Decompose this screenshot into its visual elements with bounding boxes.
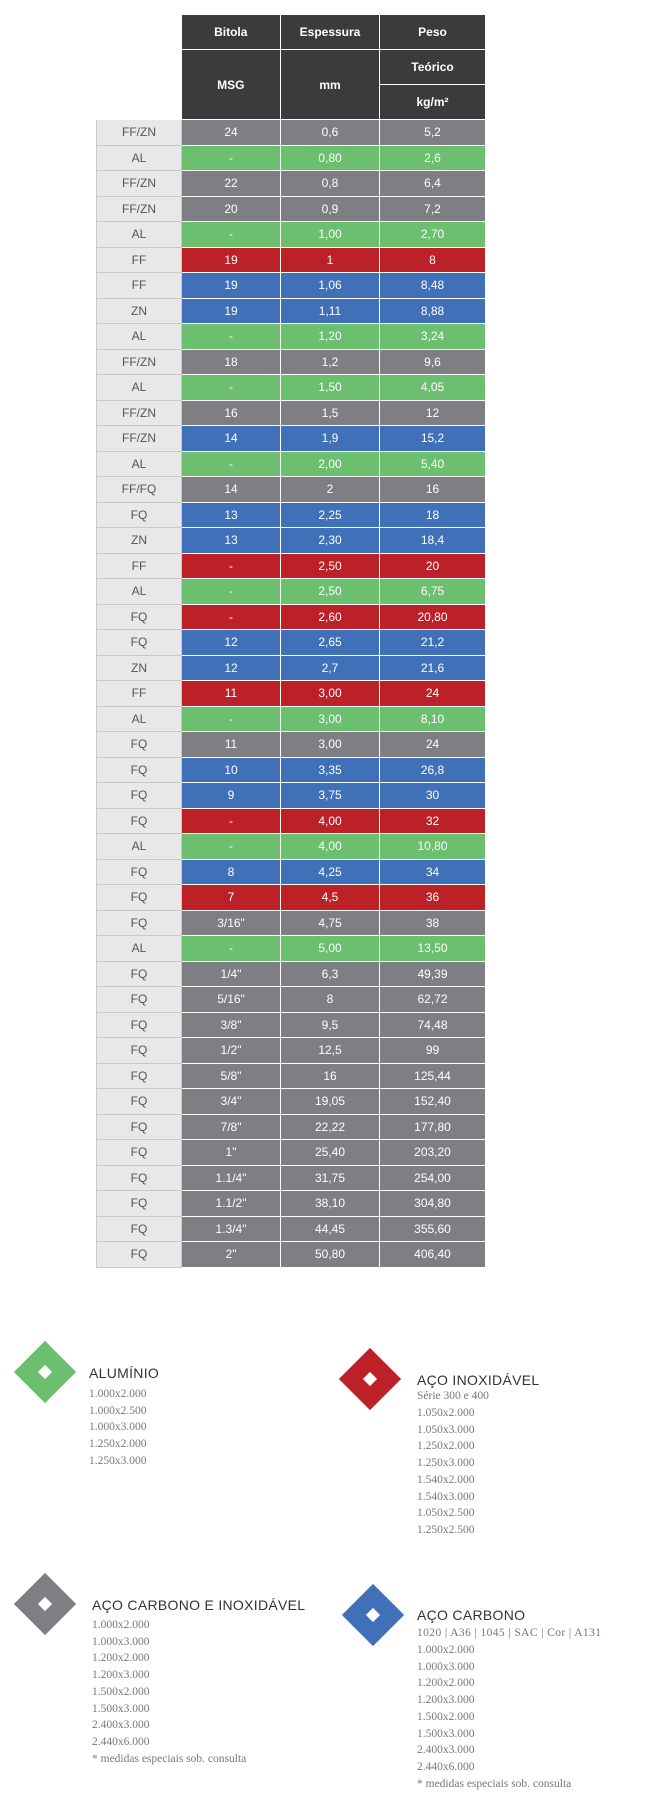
legend-list-item: 2.440x6.000 [417,1760,475,1773]
row-kg: 254,00 [380,1165,486,1191]
row-code: FQ [97,604,182,630]
row-msg: 11 [182,681,281,707]
row-mm: 31,75 [281,1165,380,1191]
row-msg: 10 [182,757,281,783]
row-mm: 2,50 [281,553,380,579]
specs-table [96,15,486,1268]
row-code: ZN [97,655,182,681]
row-msg: - [182,579,281,605]
table-row [97,502,486,528]
row-kg: 3,24 [380,324,486,350]
row-kg: 18,4 [380,528,486,554]
row-msg: 13 [182,502,281,528]
row-code: FF [97,247,182,273]
row-msg: 9 [182,783,281,809]
legend-list-item: 2.400x3.000 [92,1719,150,1732]
row-msg: 5/16" [182,987,281,1013]
row-kg: 20 [380,553,486,579]
table-row [97,477,486,503]
row-mm: 2,30 [281,528,380,554]
row-kg: 24 [380,681,486,707]
table-row [97,936,486,962]
table-row [97,655,486,681]
legend-list-item: 1.000x2.000 [89,1388,147,1400]
row-code: FQ [97,1216,182,1242]
table-row [97,630,486,656]
row-msg: - [182,808,281,834]
table-row [97,196,486,222]
table-row [97,273,486,299]
row-kg: 62,72 [380,987,486,1013]
row-code: AL [97,834,182,860]
row-msg: - [182,451,281,477]
row-mm: 0,80 [281,145,380,171]
row-msg: 5/8" [182,1063,281,1089]
legend-carbono-title: AÇO CARBONO [417,1607,526,1623]
table-row [97,783,486,809]
row-mm: 1,5 [281,400,380,426]
legend-inox-list [417,1405,475,1539]
row-mm: 2,7 [281,655,380,681]
row-msg: - [182,936,281,962]
row-mm: 0,8 [281,171,380,197]
table-row [97,222,486,248]
row-kg: 2,6 [380,145,486,171]
row-code: AL [97,222,182,248]
row-code: FQ [97,859,182,885]
row-msg: 7 [182,885,281,911]
row-mm: 4,00 [281,808,380,834]
row-mm: 2,60 [281,604,380,630]
legend-list-item: 1.000x2.000 [417,1644,475,1656]
row-code: AL [97,324,182,350]
row-msg: 14 [182,426,281,452]
row-code: FQ [97,1063,182,1089]
row-code: FQ [97,1165,182,1191]
row-kg: 2,70 [380,222,486,248]
legend-list-item: 1.500x3.000 [92,1702,150,1715]
row-code: FQ [97,630,182,656]
row-code: FF/ZN [97,171,182,197]
row-mm: 5,00 [281,936,380,962]
legend-carbono-subtitle: 1020 | A36 | 1045 | SAC | Cor | A131 [417,1627,602,1639]
row-kg: 16 [380,477,486,503]
row-mm: 0,6 [281,120,380,146]
table-row [97,681,486,707]
row-code: FQ [97,1191,182,1217]
table-row [97,426,486,452]
row-code: FQ [97,885,182,911]
legend-list-item: 1.250x2.500 [417,1523,475,1536]
row-msg: 19 [182,273,281,299]
table-row [97,1191,486,1217]
row-mm: 4,25 [281,859,380,885]
row-code: FQ [97,1038,182,1064]
row-code: FQ [97,1114,182,1140]
row-kg: 304,80 [380,1191,486,1217]
row-code: AL [97,936,182,962]
row-mm: 2,50 [281,579,380,605]
table-row [97,579,486,605]
row-mm: 2,00 [281,451,380,477]
row-msg: 12 [182,630,281,656]
row-code: FQ [97,757,182,783]
table-row [97,1038,486,1064]
legend-list-item: 1.200x3.000 [417,1694,475,1707]
table-row [97,1089,486,1115]
row-kg: 5,2 [380,120,486,146]
row-kg: 355,60 [380,1216,486,1242]
row-msg: - [182,553,281,579]
table-row [97,145,486,171]
row-kg: 125,44 [380,1063,486,1089]
row-msg: 7/8" [182,1114,281,1140]
row-kg: 203,20 [380,1140,486,1166]
row-mm: 3,00 [281,706,380,732]
table-row [97,732,486,758]
table-row [97,451,486,477]
subheader-kgm2: kg/m² [380,85,486,120]
row-mm: 4,00 [281,834,380,860]
legend-list-item: 1.540x2.000 [417,1473,475,1486]
legend-carbono-list [417,1642,475,1776]
table-row [97,604,486,630]
row-code: FF/ZN [97,426,182,452]
row-code: FQ [97,502,182,528]
row-msg: 1/2" [182,1038,281,1064]
row-kg: 21,2 [380,630,486,656]
table-row [97,247,486,273]
row-msg: 22 [182,171,281,197]
row-kg: 34 [380,859,486,885]
row-code: FF/ZN [97,196,182,222]
row-kg: 8,88 [380,298,486,324]
row-kg: 18 [380,502,486,528]
row-kg: 12 [380,400,486,426]
legend-list-item: 1.000x3.000 [92,1635,150,1648]
legend-list-item: 1.000x3.000 [89,1421,147,1434]
table-row [97,706,486,732]
row-msg: - [182,222,281,248]
row-msg: 19 [182,298,281,324]
table-row [97,757,486,783]
table-row [97,1140,486,1166]
row-kg: 406,40 [380,1242,486,1268]
row-msg: - [182,145,281,171]
row-msg: - [182,324,281,350]
row-msg: - [182,706,281,732]
row-mm: 50,80 [281,1242,380,1268]
legend-carbono-inox-list [92,1617,150,1751]
row-msg: 1/4" [182,961,281,987]
table-row [97,910,486,936]
table-row [97,298,486,324]
legend-list-item: 1.250x3.000 [89,1454,147,1467]
row-code: FF/ZN [97,400,182,426]
row-msg: 3/8" [182,1012,281,1038]
legend-list-item: 2.440x6.000 [92,1735,150,1748]
row-mm: 2,25 [281,502,380,528]
row-mm: 16 [281,1063,380,1089]
row-msg: 2" [182,1242,281,1268]
row-msg: 19 [182,247,281,273]
row-msg: 1" [182,1140,281,1166]
row-code: FQ [97,987,182,1013]
row-code: AL [97,375,182,401]
row-code: AL [97,706,182,732]
legend-list-item: 1.200x2.000 [92,1652,150,1665]
subheader-msg: MSG [182,50,281,120]
row-msg: 16 [182,400,281,426]
row-msg: 1.3/4" [182,1216,281,1242]
row-msg: 11 [182,732,281,758]
legend-list-item: 1.000x2.500 [89,1404,147,1417]
row-mm: 25,40 [281,1140,380,1166]
row-mm: 1,11 [281,298,380,324]
row-mm: 1,00 [281,222,380,248]
row-msg: 18 [182,349,281,375]
table-row [97,553,486,579]
row-mm: 1 [281,247,380,273]
row-msg: 24 [182,120,281,146]
row-mm: 9,5 [281,1012,380,1038]
legend-list-item: 1.500x2.000 [92,1685,150,1698]
table-row [97,1216,486,1242]
legend-carbono-note: * medidas especiais sob. consulta [417,1778,572,1790]
legend-list-item: 1.050x2.500 [417,1507,475,1520]
legend-inox-title: AÇO INOXIDÁVEL [417,1372,540,1388]
row-code: FQ [97,1089,182,1115]
legend-list-item: 1.250x3.000 [417,1457,475,1470]
table-row [97,528,486,554]
row-kg: 5,40 [380,451,486,477]
row-code: FQ [97,910,182,936]
row-kg: 30 [380,783,486,809]
row-mm: 1,06 [281,273,380,299]
subheader-teorico: Teórico [380,50,486,85]
row-msg: - [182,834,281,860]
row-kg: 74,48 [380,1012,486,1038]
row-mm: 2,65 [281,630,380,656]
row-msg: 20 [182,196,281,222]
header-bitola: Bitola [182,15,281,50]
row-kg: 4,05 [380,375,486,401]
row-mm: 3,75 [281,783,380,809]
row-msg: 1.1/2" [182,1191,281,1217]
row-kg: 32 [380,808,486,834]
row-msg: 1.1/4" [182,1165,281,1191]
legend-list-item: 2.400x3.000 [417,1744,475,1757]
row-code: AL [97,451,182,477]
row-mm: 44,45 [281,1216,380,1242]
table-row [97,1063,486,1089]
diamond-blue-icon [342,1584,404,1646]
diamond-red-icon [339,1348,401,1410]
row-msg: 12 [182,655,281,681]
legend-aluminio-title: ALUMÍNIO [89,1365,160,1381]
row-msg: 14 [182,477,281,503]
legend-carbono-inox-title: AÇO CARBONO E INOXIDÁVEL [92,1597,306,1613]
table-row [97,120,486,146]
row-mm: 22,22 [281,1114,380,1140]
row-code: ZN [97,298,182,324]
row-code: FF/FQ [97,477,182,503]
table-row [97,400,486,426]
row-msg: - [182,375,281,401]
diamond-green-icon [14,1341,76,1403]
row-kg: 24 [380,732,486,758]
row-kg: 7,2 [380,196,486,222]
row-kg: 99 [380,1038,486,1064]
row-kg: 49,39 [380,961,486,987]
row-code: FF/ZN [97,349,182,375]
row-code: FQ [97,732,182,758]
row-mm: 2 [281,477,380,503]
row-code: FQ [97,1242,182,1268]
row-msg: - [182,604,281,630]
header-espessura: Espessura [281,15,380,50]
legend-list-item: 1.000x3.000 [417,1660,475,1673]
row-kg: 8,10 [380,706,486,732]
legend-aluminio-list [89,1386,147,1470]
row-code: FQ [97,1012,182,1038]
table-row [97,171,486,197]
row-kg: 38 [380,910,486,936]
row-code: FF/ZN [97,120,182,146]
row-msg: 13 [182,528,281,554]
row-mm: 8 [281,987,380,1013]
row-mm: 3,00 [281,681,380,707]
row-code: FQ [97,808,182,834]
header-peso: Peso [380,15,486,50]
row-mm: 1,2 [281,349,380,375]
row-code: FQ [97,783,182,809]
table-body [97,120,486,1268]
row-msg: 3/4" [182,1089,281,1115]
row-code: AL [97,579,182,605]
table-row [97,961,486,987]
table-row [97,987,486,1013]
row-kg: 9,6 [380,349,486,375]
legend-list-item: 1.250x2.000 [89,1438,147,1451]
row-kg: 6,75 [380,579,486,605]
row-code: FQ [97,961,182,987]
row-kg: 10,80 [380,834,486,860]
row-kg: 36 [380,885,486,911]
legend-carbono-inox-note: * medidas especiais sob. consulta [92,1753,247,1765]
row-mm: 4,75 [281,910,380,936]
row-kg: 152,40 [380,1089,486,1115]
row-mm: 12,5 [281,1038,380,1064]
row-kg: 8 [380,247,486,273]
row-mm: 6,3 [281,961,380,987]
legend-list-item: 1.200x3.000 [92,1669,150,1682]
legend-list-item: 1.500x2.000 [417,1710,475,1723]
row-code: FQ [97,1140,182,1166]
legend-list-item: 1.200x2.000 [417,1677,475,1690]
table-row [97,885,486,911]
row-mm: 4,5 [281,885,380,911]
table-row [97,1165,486,1191]
table-row [97,1012,486,1038]
legend-list-item: 1.000x2.000 [92,1619,150,1631]
row-mm: 1,9 [281,426,380,452]
legend-list-item: 1.050x3.000 [417,1423,475,1436]
row-code: FF [97,273,182,299]
table-row [97,1242,486,1268]
row-msg: 3/16" [182,910,281,936]
row-mm: 38,10 [281,1191,380,1217]
table-row [97,324,486,350]
row-msg: 8 [182,859,281,885]
row-kg: 15,2 [380,426,486,452]
diamond-gray-icon [14,1573,76,1635]
row-mm: 19,05 [281,1089,380,1115]
row-kg: 26,8 [380,757,486,783]
row-kg: 21,6 [380,655,486,681]
legend-inox-subtitle: Série 300 e 400 [417,1390,489,1402]
row-mm: 0,9 [281,196,380,222]
table-row [97,375,486,401]
table-row [97,834,486,860]
row-code: FF [97,681,182,707]
row-mm: 3,00 [281,732,380,758]
table-row [97,859,486,885]
row-kg: 177,80 [380,1114,486,1140]
row-mm: 1,50 [281,375,380,401]
row-code: FF [97,553,182,579]
legend-list-item: 1.500x3.000 [417,1727,475,1740]
legend-list-item: 1.250x2.000 [417,1440,475,1453]
row-mm: 3,35 [281,757,380,783]
row-mm: 1,20 [281,324,380,350]
row-code: AL [97,145,182,171]
table-row [97,1114,486,1140]
table-row [97,349,486,375]
legend-list-item: 1.540x3.000 [417,1490,475,1503]
legend-list-item: 1.050x2.000 [417,1407,475,1419]
subheader-mm: mm [281,50,380,120]
row-kg: 13,50 [380,936,486,962]
table-row [97,808,486,834]
row-kg: 20,80 [380,604,486,630]
row-code: ZN [97,528,182,554]
row-kg: 6,4 [380,171,486,197]
row-kg: 8,48 [380,273,486,299]
